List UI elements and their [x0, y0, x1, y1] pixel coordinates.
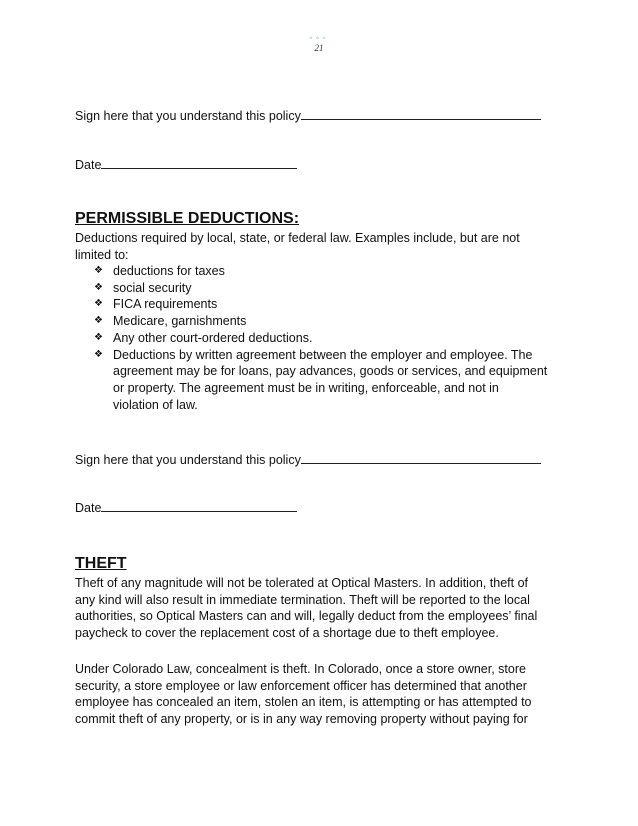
- diamond-bullet-icon: ❖: [94, 281, 103, 293]
- signature-line-1: [75, 108, 541, 124]
- list-item: ❖ Deductions by written agreement between the employer and employee. The agreement may be for loans, pay advances, goods or services, and equipment or property. The agreement must be in writing, enforceable, and not in violation of law.: [94, 347, 548, 412]
- list-item: ❖ social security: [94, 280, 192, 295]
- theft-paragraph-1: Theft of any magnitude will not be tolerated at Optical Masters. In addition, theft of any kind will also result in immediate termination. Theft will be reported to the local authorities, so Optical Masters can and will, legally deduct from the employees’ final paycheck to cover the replacement cost of a shortage due to theft employee.: [75, 576, 538, 641]
- diamond-bullet-icon: ❖: [94, 348, 103, 360]
- date-blank[interactable]: [101, 157, 297, 169]
- date-blank[interactable]: [101, 500, 297, 512]
- section-heading-theft: THEFT: [75, 555, 127, 572]
- signature-blank[interactable]: [301, 452, 541, 464]
- diamond-bullet-icon: ❖: [94, 265, 103, 276]
- date-line-1: [75, 157, 297, 173]
- diamond-bullet-icon: ❖: [94, 298, 103, 310]
- deductions-intro: Deductions required by local, state, or federal law. Examples include, but are not limited to:: [75, 231, 520, 262]
- page-ornament: ◦◦◦: [309, 33, 329, 44]
- list-item: ❖ Medicare, garnishments: [94, 314, 247, 329]
- list-item: ❖ Any other court-ordered deductions.: [94, 330, 313, 345]
- signature-label: Sign here that you understand this policy: [75, 453, 301, 467]
- date-label: Date: [75, 501, 102, 515]
- signature-label: Sign here that you understand this policy: [75, 109, 301, 123]
- page-number: 21: [314, 43, 324, 53]
- section-heading-deductions: PERMISSIBLE DEDUCTIONS:: [75, 210, 300, 227]
- date-label: Date: [75, 158, 102, 172]
- list-item: ❖ FICA requirements: [94, 297, 218, 312]
- date-line-2: [75, 500, 297, 516]
- theft-paragraph-2: Under Colorado Law, concealment is theft. In Colorado, once a store owner, store security, a store employee or law enforcement officer has determined that another employee has concealed an item, stolen an item, is attempting or has attempted to commit theft of any property, or is in any way removing property without paying for: [75, 662, 532, 727]
- signature-blank[interactable]: [301, 108, 541, 120]
- list-item: ❖ deductions for taxes: [94, 264, 225, 278]
- signature-line-2: [75, 452, 541, 468]
- deductions-list: [94, 263, 547, 413]
- diamond-bullet-icon: ❖: [94, 331, 103, 343]
- diamond-bullet-icon: ❖: [94, 315, 103, 327]
